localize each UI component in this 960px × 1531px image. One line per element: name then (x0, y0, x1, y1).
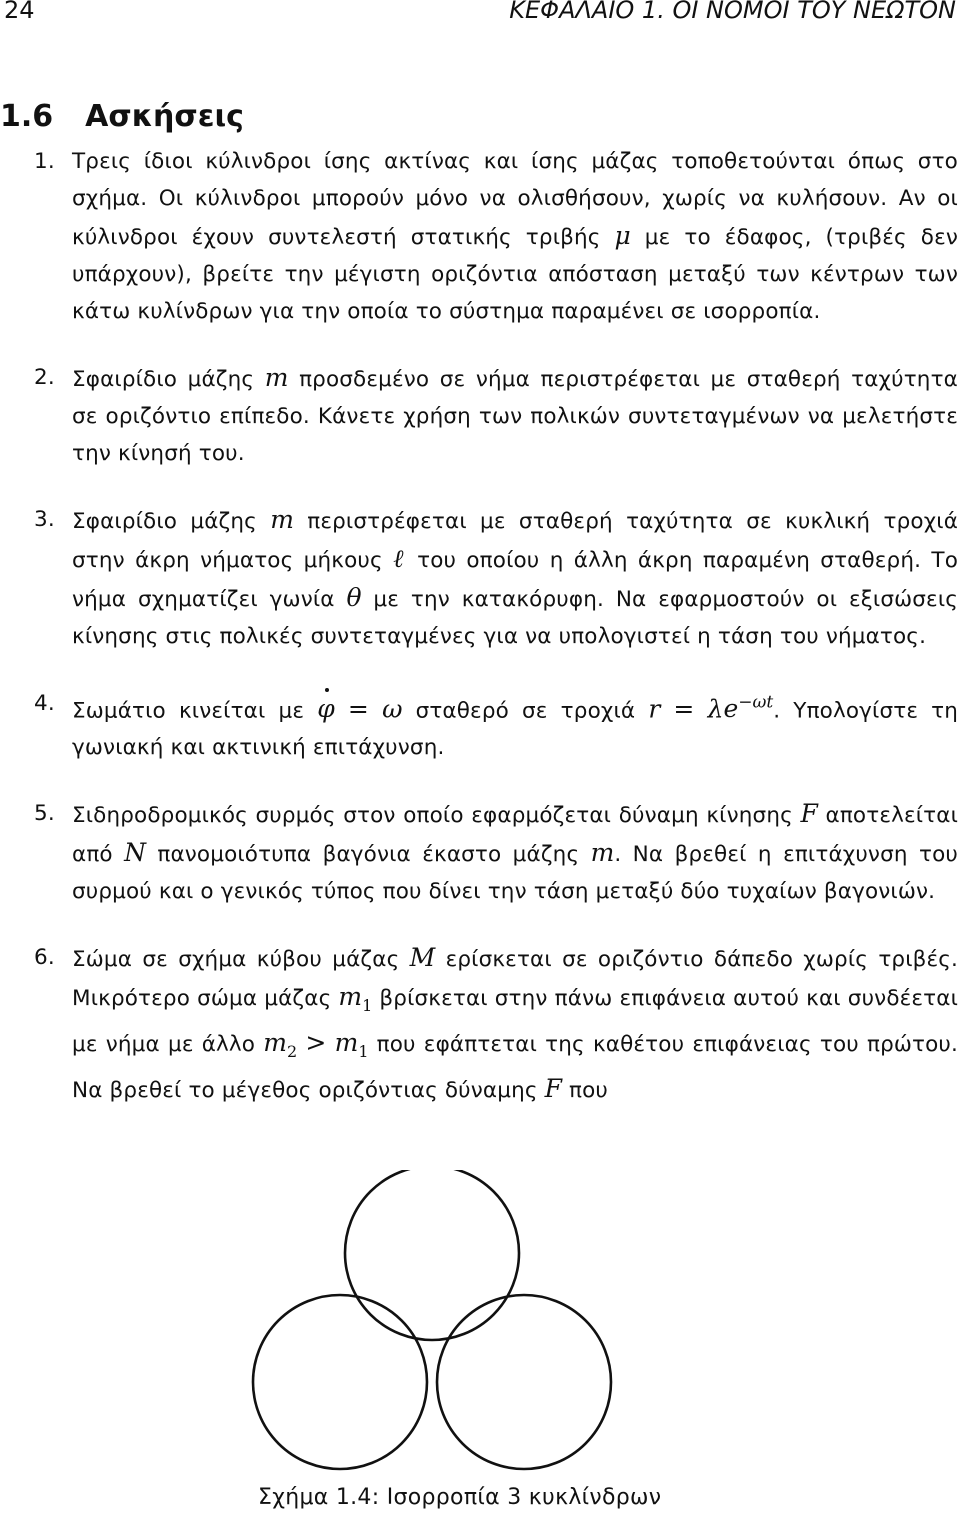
running-head: ΚΕΦΑΛΑΙΟ 1. ΟΙ ΝΟΜΟΙ ΤΟΥ ΝΕΩΤΟΝ (509, 0, 956, 24)
exercise-text: ερίσκεται σε οριζόντιο δάπεδο χωρίς τριβές. Μικρότερο σώμα μάζας (72, 947, 959, 1012)
math-base: e (723, 694, 739, 724)
math-base: m (334, 1028, 359, 1058)
exercise-1 (0, 143, 958, 330)
exercise-text: που εφάπτεται της καθέτου επιφάνειας του πρώτου. Να βρεθεί το μέγεθος οριζόντιας δύναμης (72, 1032, 959, 1104)
exercise-text: περιστρέφεται με σταθερή ταχύτητα σε κυκλική τροχιά στην άκρη νήματος μήκους (72, 509, 959, 573)
exercise-3 (0, 501, 958, 655)
math-symbol: μ (614, 221, 631, 250)
exercise-text: που (568, 1078, 608, 1104)
exercise-text: Σιδηροδρομικός συρμός στον οποίο εφαρμόζεται δύναμη κίνησης (72, 803, 793, 829)
math-base: m (338, 982, 363, 1012)
exercise-text: Σωμάτιο κινείται με (72, 698, 305, 724)
exercise-4 (0, 685, 958, 766)
exercise-text: Σφαιρίδιο μάζης (72, 367, 255, 392)
math-subscript: 1 (358, 1042, 369, 1062)
figure-three-cylinders (0, 1170, 960, 1531)
math-symbol: λ (707, 694, 724, 724)
page-header (0, 0, 960, 30)
page-number: 24 (4, 0, 35, 24)
math-symbol (334, 1028, 369, 1062)
math-base: m (263, 1028, 287, 1058)
math-symbol: F (544, 1074, 562, 1104)
exercise-text: . Υπολογίστε τη γωνιακή και ακτινική επιτάχυνση. (72, 698, 959, 761)
math-symbol: m (264, 363, 289, 392)
math-symbol: φ (317, 690, 335, 727)
exercise-text: αποτελείται από (72, 803, 958, 868)
exercise-text: σταθερό σε τροχιά (415, 698, 636, 724)
figure-caption: Σχήμα 1.4: Ισορροπία 3 κυκλίνδρων (258, 1485, 662, 1510)
exercise-2 (0, 359, 958, 472)
math-symbol (263, 1028, 298, 1062)
exercise-text: βρίσκεται στην πάνω επιφάνεια αυτού και συνδέεται με νήμα με άλλο (72, 986, 959, 1058)
math-exponent: −ωt (738, 693, 774, 713)
math-symbol: F (800, 799, 818, 829)
math-symbol: M (409, 943, 436, 973)
top-cylinder (345, 1170, 519, 1340)
math-operator: > (305, 1028, 327, 1058)
math-symbol: θ (346, 583, 362, 612)
exercise-text: πανομοιότυπα βαγόνια έκαστο μάζης (157, 842, 580, 868)
section-title (0, 99, 244, 134)
exercise-text: Σώμα σε σχήμα κύβου μάζας (72, 947, 400, 973)
math-symbol: N (124, 838, 146, 868)
exercise-number: 5. (34, 801, 55, 827)
cylinders-diagram (0, 1170, 960, 1480)
exercise-number: 2. (34, 365, 55, 390)
exercise-text: με το έδαφος, (τριβές δεν υπάρχουν), βρείτε την μέγιστη οριζόντια απόσταση μεταξύ των κέντρων των κάτω κυλίνδρων για την οποία το σύστημα παραμένει σε ισορροπία. (72, 225, 959, 324)
bottom-right-cylinder (437, 1295, 611, 1469)
exercise-number: 4. (34, 691, 55, 716)
exercise-list (0, 143, 958, 1109)
math-symbol: m (590, 838, 615, 868)
exercise-5 (0, 795, 958, 910)
exercise-text: προσδεμένο σε νήμα περιστρέφεται με σταθερή ταχύτητα σε οριζόντιο επίπεδο. Κάνετε χρήση των πολικών συντεταγμένων να μελετήστε την κίνησή του. (72, 367, 959, 466)
exercise-number: 3. (34, 507, 55, 532)
section-number: 1.6 (0, 98, 54, 134)
math-symbol: m (270, 505, 294, 534)
section-title-text: Ασκήσεις (85, 98, 244, 134)
math-symbol: ℓ (393, 544, 407, 573)
exercise-text: . Να βρεθεί η επιτάχυνση του συρμού και ο γενικός τύπος που δίνει την τάση μεταξύ δύο τυχαίων βαγονιών. (72, 842, 959, 905)
bottom-left-cylinder (253, 1295, 427, 1469)
math-symbol (723, 694, 773, 723)
math-symbol: r (648, 694, 661, 724)
math-subscript: 1 (362, 996, 373, 1016)
exercise-text: του οποίου η άλλη άκρη παραμένη σταθερή. Το νήμα σχηματίζει γωνία (72, 548, 958, 612)
exercise-text: Σφαιρίδιο μάζης (72, 509, 257, 534)
exercise-number: 1. (34, 149, 55, 174)
exercise-text: με την κατακόρυφη. Να εφαρμοστούν οι εξισώσεις κίνησης στις πολικές συντεταγμένες για να υπολογιστεί η τάση του νήματος. (72, 587, 959, 649)
math-symbol: ω (382, 694, 403, 724)
exercise-number: 6. (34, 945, 55, 971)
math-subscript: 2 (286, 1042, 298, 1062)
math-symbol (338, 982, 373, 1016)
math-operator: = (347, 694, 369, 724)
exercise-text: Τρεις ίδιοι κύλινδροι ίσης ακτίνας και ίσης μάζας τοποθετούνται όπως στο σχήμα. Οι κύλινδροι μπορούν μόνο να ολισθήσουν, χωρίς να κυλήσουν. Αν οι κύλινδροι έχουν συντελεστή στατικής τριβής (72, 149, 958, 250)
math-operator: = (673, 694, 695, 724)
exercise-6 (0, 939, 958, 1109)
